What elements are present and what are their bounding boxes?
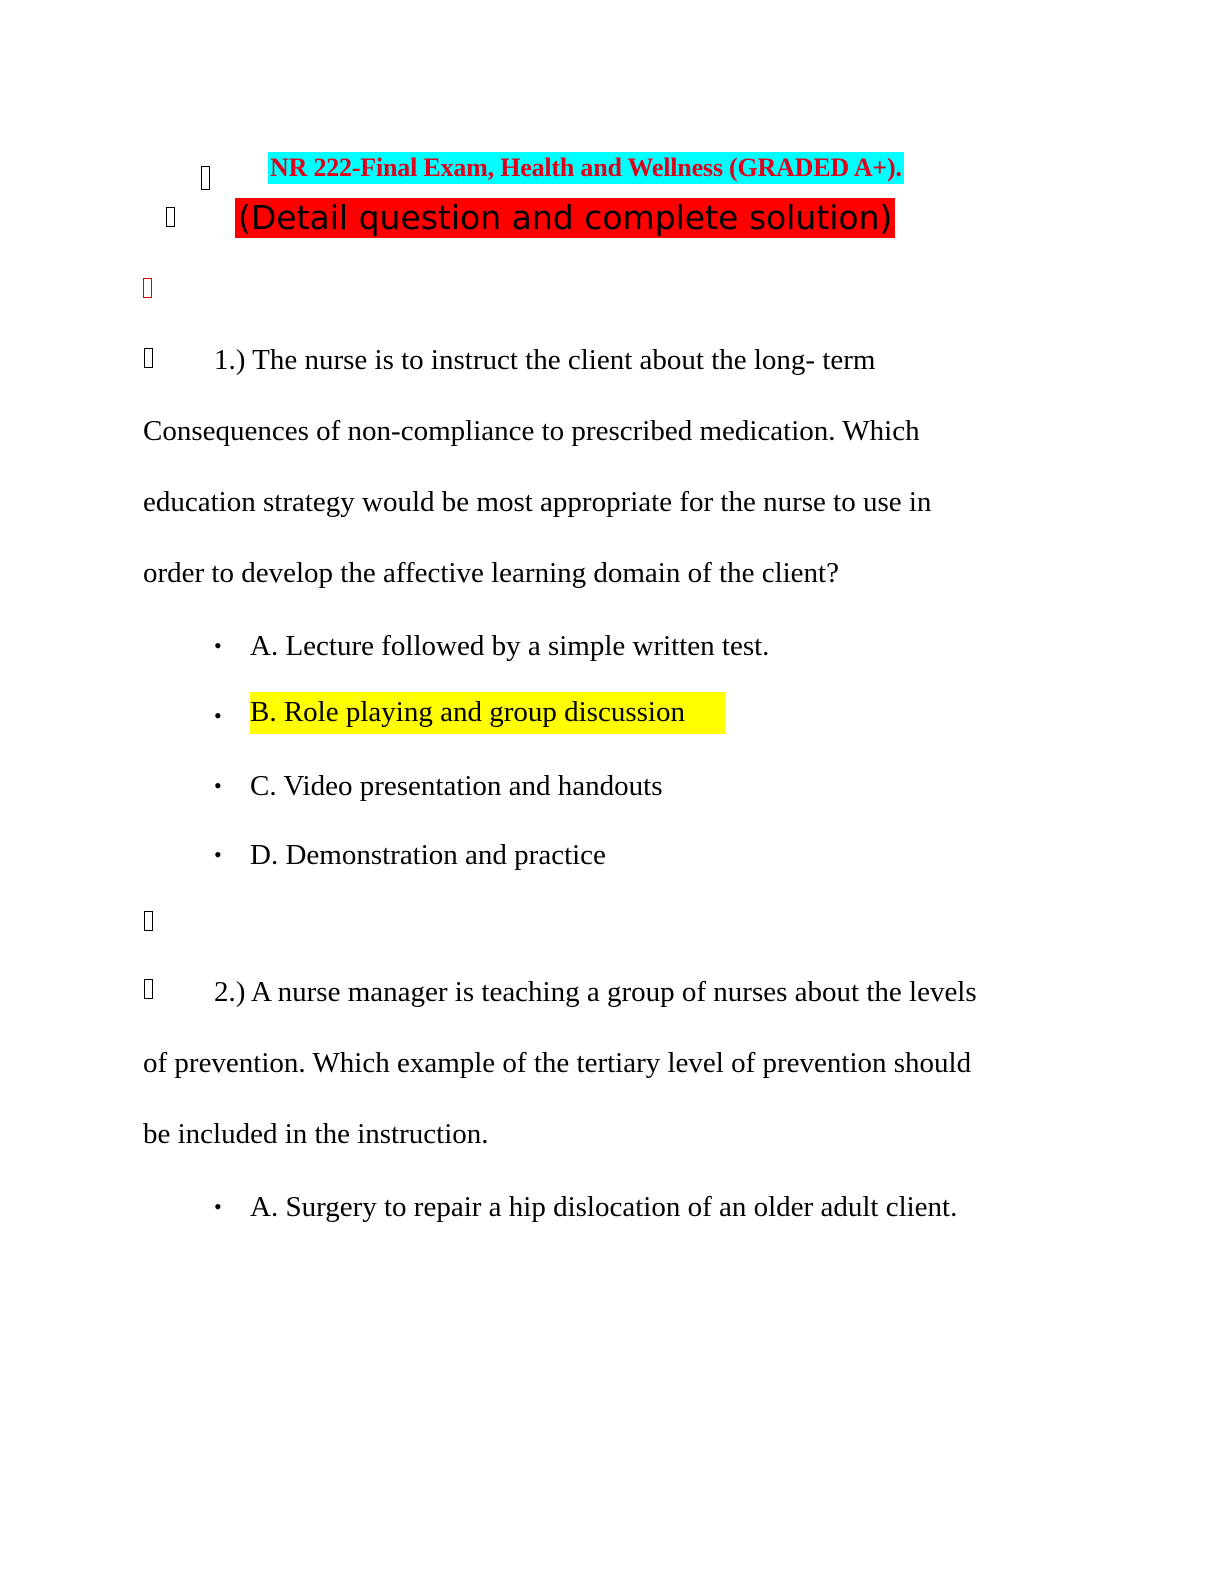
missing-glyph-icon [201,166,210,190]
answer-highlight: B. Role playing and group discussion [250,692,725,734]
bullet-icon: • [214,842,222,867]
question-1-line-3: education strategy would be most appropriate for the nurse to use in [143,486,932,518]
missing-glyph-icon [144,348,153,368]
document-subtitle: (Detail question and complete solution) [235,198,895,238]
question-1-line-1: 1.) The nurse is to instruct the client about the long- term [214,344,876,376]
question-2-line-3: be included in the instruction. [143,1118,489,1150]
question-1-option-a: A. Lecture followed by a simple written test. [250,630,770,662]
question-2-line-2: of prevention. Which example of the tertiary level of prevention should [143,1047,972,1079]
question-1-option-d: D. Demonstration and practice [250,839,606,871]
question-1-line-4: order to develop the affective learning domain of the client? [143,557,839,589]
question-2-line-1: 2.) A nurse manager is teaching a group of nurses about the levels [214,976,977,1008]
question-1-line-2: Consequences of non-compliance to prescribed medication. Which [143,415,920,447]
bullet-icon: • [214,633,222,658]
question-1-option-c: C. Video presentation and handouts [250,770,663,802]
document-title: NR 222-Final Exam, Health and Wellness (GRADED A+). [270,153,902,182]
bullet-icon: • [214,1194,222,1219]
question-2-option-a: A. Surgery to repair a hip dislocation of an older adult client. [250,1191,958,1223]
missing-glyph-icon [166,207,175,227]
question-1-option-b-highlighted [250,694,725,730]
bullet-icon: • [214,773,222,798]
bullet-icon: • [214,703,222,728]
missing-glyph-icon [144,979,153,999]
missing-glyph-icon [143,278,152,298]
missing-glyph-icon [144,911,153,931]
